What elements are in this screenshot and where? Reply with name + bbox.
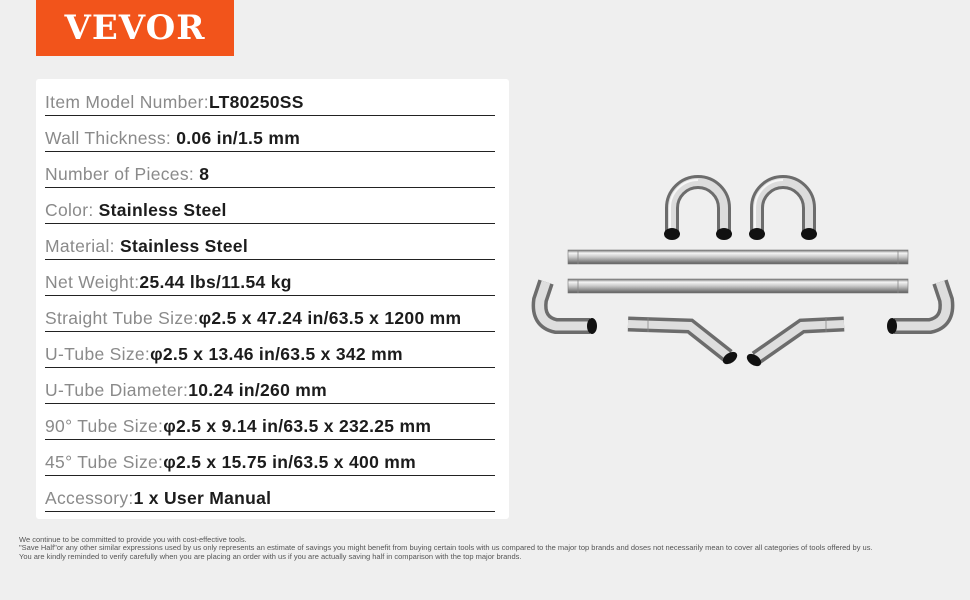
brand-logo-text: VEVOR: [64, 8, 206, 48]
spec-label: Net Weight:: [45, 272, 140, 292]
spec-value: Stainless Steel: [98, 200, 227, 220]
spec-value: 1 x User Manual: [133, 488, 272, 508]
u-tube: [664, 180, 732, 240]
spec-label: Material:: [45, 236, 120, 256]
brand-logo: [36, 0, 234, 56]
spec-value: Stainless Steel: [119, 236, 249, 256]
spec-label: Straight Tube Size:: [45, 308, 199, 328]
spec-label: U-Tube Size:: [45, 344, 151, 364]
spec-row-90-tube: [45, 405, 495, 440]
spec-value: 25.44 lbs/11.54 kg: [139, 272, 292, 292]
spec-row-straight-tube: [45, 297, 495, 332]
disclaimer: [19, 536, 949, 561]
spec-value: φ2.5 x 15.75 in/63.5 x 400 mm: [163, 452, 416, 472]
spec-value: φ2.5 x 47.24 in/63.5 x 1200 mm: [198, 308, 462, 328]
spec-row-45-tube: [45, 441, 495, 476]
straight-tube: [568, 279, 908, 293]
spec-row-u-tube-size: [45, 333, 495, 368]
spec-row-net-weight: [45, 261, 495, 296]
spec-row-accessory: [45, 477, 495, 512]
spec-card: [36, 79, 509, 519]
disclaimer-line: You are kindly reminded to verify carefully when you are placing an order with us if you are actually saving half in comparison with the top major brands.: [19, 551, 522, 561]
spec-value: 0.06 in/1.5 mm: [176, 128, 301, 148]
spec-label: Wall Thickness:: [45, 128, 177, 148]
elbow-45-tube: [628, 317, 739, 367]
disclaimer-line: We continue to be committed to provide you with cost-effective tools.: [19, 535, 247, 544]
spec-row-color: [45, 189, 495, 224]
spec-value: φ2.5 x 9.14 in/63.5 x 232.25 mm: [163, 416, 432, 436]
spec-row-wall-thickness: [45, 117, 495, 152]
spec-row-u-tube-diameter: [45, 369, 495, 404]
disclaimer-line: "Save Half"or any other similar expressions used by us only represents an estimate of savings you might benefit from buying certain tools with us compared to the major top brands and doses not necessarily mean to cover all categories of tools offered by us.: [19, 543, 873, 553]
spec-label: 45° Tube Size:: [45, 452, 164, 472]
spec-label: Number of Pieces:: [45, 164, 200, 184]
spec-value: LT80250SS: [208, 92, 304, 112]
spec-value: 8: [199, 164, 210, 184]
exhaust-pipe-kit-icon: [520, 170, 970, 380]
spec-label: Item Model Number:: [45, 92, 209, 112]
spec-value: φ2.5 x 13.46 in/63.5 x 342 mm: [150, 344, 403, 364]
spec-label: Accessory:: [45, 488, 134, 508]
spec-row-model: [45, 81, 495, 116]
spec-value: 10.24 in/260 mm: [188, 380, 327, 400]
spec-row-pieces: [45, 153, 495, 188]
spec-label: Color:: [45, 200, 99, 220]
spec-row-material: [45, 225, 495, 260]
straight-tube: [568, 250, 908, 264]
spec-label: U-Tube Diameter:: [45, 380, 189, 400]
u-tube: [749, 180, 817, 240]
elbow-45-tube: [745, 317, 844, 369]
spec-label: 90° Tube Size:: [45, 416, 164, 436]
